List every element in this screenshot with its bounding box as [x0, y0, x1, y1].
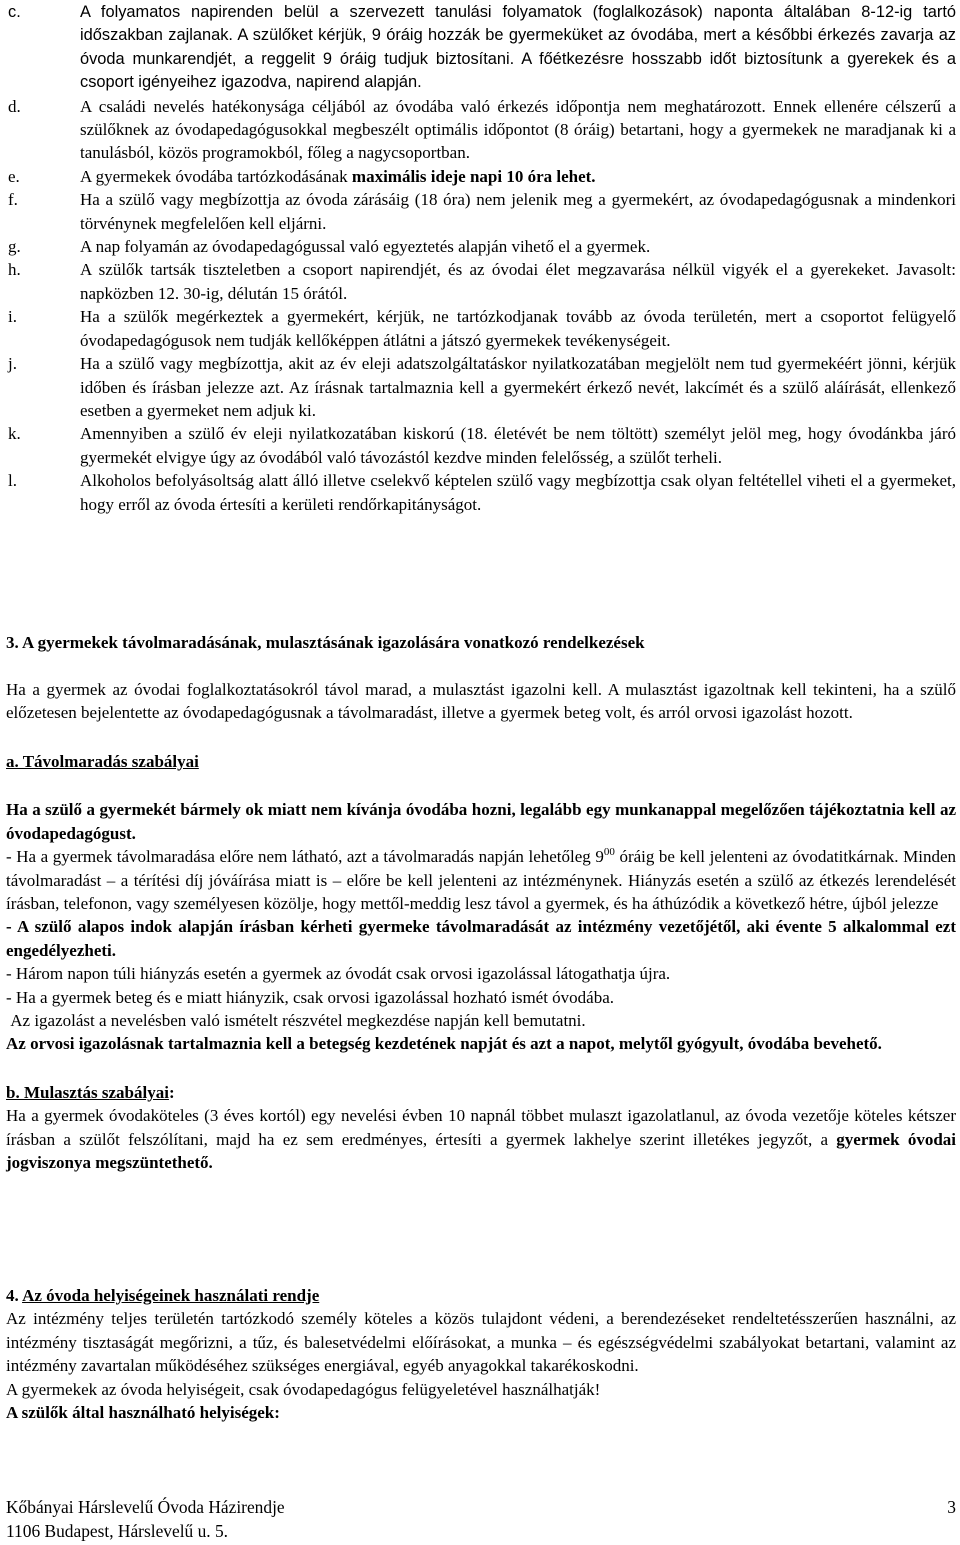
text-run: Alkoholos befolyásoltság alatt álló illetve cselekvő képtelen szülő vagy megbízottja csak olyan feltétellel viheti el a gyermeket, hogy erről az óvoda értesíti a kerületi rendőrkapitányságot. [80, 471, 956, 514]
text-run: A családi nevelés hatékonysága céljából az óvodába való érkezés időpontja nem meghatározott. Ennek ellenére célszerű a szülőknek az óvodapedagógusokkal megbeszélt optimális időpontot (8 óráig) betartani, hogy a gyermekek ne maradjanak ki a tanulásból, közös programokból, főleg a nagycsoportban. [80, 96, 956, 163]
subsection-b-heading: b. Mulasztás szabályai: [6, 1082, 175, 1102]
list-marker: g. [8, 237, 21, 257]
list-marker: l. [8, 471, 17, 491]
list-item [8, 422, 956, 469]
sick-child-rule: - Ha a gyermek beteg és e miatt hiányzik, csak orvosi igazolással hozható ismét óvodába. [6, 987, 615, 1007]
text-run: A nap folyamán az óvodapedagógussal való egyeztetés alapján vihető el a gyermek. [80, 237, 651, 257]
page-footer [6, 1495, 956, 1543]
section-4 [6, 1284, 956, 1424]
list-marker: k. [8, 424, 21, 444]
section-3-intro: Ha a gyermek az óvodai foglalkoztatásokról távol marad, a mulasztást igazolni kell. A mulasztást igazoltnak kell tekinteni, ha a szülő előzetesen bejelentette az óvodapedagógusnak a távolmaradást, illetve a gyermek beteg volt, és arról orvosi igazolást hozott. [6, 679, 956, 723]
premises-usage-rules: Az intézmény teljes területén tartózkodó személy köteles a közös tulajdont védeni, a berendezéseket rendeltetésszerűen használni, az intézmény tisztaságát megőrizni, a tűz, és balesetvédelmi előírásokat, a munka – és egészségvédelmi szabályokat betartani, valamint az intézmény zavartalan működéséhez szükséges energiával, egyéb anyagokkal takarékoskodni. [6, 1309, 956, 1376]
rules-list [8, 1, 956, 516]
section-3 [6, 631, 956, 1174]
list-item-text [80, 1, 956, 95]
page-number: 3 [947, 1497, 956, 1517]
list-item-text [80, 422, 956, 469]
list-marker: d. [8, 96, 21, 116]
list-item-text [80, 188, 956, 235]
list-item-text [80, 258, 956, 305]
text-run: A folyamatos napirenden belül a szervezett tanulási folyamatok (foglalkozások) naponta általában 8-12-ig tartó időszakban zajlanak. A szülőket kérjük, 9 óráig hozzák be gyermeküket az óvodába, mert a későbbi érkezés zavarja az óvoda munkarendjét, a reggelit 9 óráig tudjuk biztosítani. A főétkezésre hosszabb időt biztosítunk a gyerekek és a csoport igényeihez igazodva, napirend alapján. [80, 3, 956, 92]
section-3-heading: 3. A gyermekek távolmaradásának, mulasztásának igazolására vonatkozó rendelkezések [6, 633, 645, 652]
list-item [8, 95, 956, 165]
list-item [8, 469, 956, 516]
list-item-text [80, 469, 956, 516]
list-item [8, 305, 956, 352]
absence-notice-rule: Ha a szülő a gyermekét bármely ok miatt nem kívánja óvodába hozni, legalább egy munkanappal megelőzően tájékoztatnia kell az óvodapedagógust. [6, 800, 956, 843]
list-item-text [80, 305, 956, 352]
text-run: Ha a szülők megérkeztek a gyermekért, kérjük, ne tartózkodjanak tovább az óvoda területén, mert a csoportot felügyelő óvodapedagógusok nem tudják kellőképpen átlátni a játszó gyermekek tevékenységeit. [80, 307, 956, 350]
text-run: maximális ideje napi 10 óra lehet. [351, 166, 596, 186]
three-day-absence-rule: - Három napon túli hiányzás esetén a gyermek az óvodát csak orvosi igazolással látogathatja újra. [6, 964, 671, 984]
list-item [8, 258, 956, 305]
list-item [8, 235, 956, 258]
text-run: Ha a szülő vagy megbízottja az óvoda zárásáig (18 óra) nem jelenik meg a gyermekért, az óvodapedagógusnak a mindenkori törvénynek megfelelően kell eljárni. [80, 190, 956, 233]
list-marker: i. [8, 307, 17, 327]
list-item [8, 188, 956, 235]
parent-usable-rooms-heading: A szülők által használható helyiségek: [6, 1403, 280, 1423]
list-marker: c. [8, 3, 21, 21]
footer-document-title: Kőbányai Hárslevelű Óvoda Házirendje [6, 1497, 285, 1517]
footer-address: 1106 Budapest, Hárslevelű u. 5. [6, 1521, 229, 1541]
supervision-rule: A gyermekek az óvoda helyiségeit, csak óvodapedagógus felügyeletével használhatják! [6, 1379, 601, 1399]
text-run: A szülők tartsák tiszteletben a csoport napirendjét, és az óvodai élet megzavarása nélkül vigyék el a gyerekeket. Javasolt: napközben 12. 30-ig, délután 15 órától. [80, 260, 956, 303]
leave-request-rule: - A szülő alapos indok alapján írásban kérheti gyermeke távolmaradását az intézmény vezetőjétől, aki évente 5 alkalommal ezt engedélyezheti. [6, 917, 956, 960]
unforeseen-absence-rule: - Ha a gyermek távolmaradása előre nem látható, azt a távolmaradás napján lehetőleg $9^{00}$ óráig be kell jelenteni az óvodatitkárnak. Minden távolmaradást – a térítési díj jóváírása miatt is – előre be kell jelenteni az intézménynek. Hiányzás esetén a szülő az étkezés lerendelését írásban, telefonon, vagy személyesen közölje, hogy mettől-meddig lesz távol a gyermek, és ha áthúzódik a következő hétre, újból jelezze [6, 846, 957, 914]
list-marker: f. [8, 190, 18, 210]
list-item-text [80, 165, 956, 188]
list-marker: h. [8, 260, 21, 280]
section-4-heading: 4. Az óvoda helyiségeinek használati rendje [6, 1286, 320, 1305]
text-run: A gyermekek óvodába tartózkodásának [80, 166, 352, 186]
text-run: Amennyiben a szülő év eleji nyilatkozatában kiskorú (18. életévét be nem töltött) személyt jelöl meg, hogy óvodánkba járó gyermekét elvigye úgy az óvodából való távozástól kezdve minden felelősség, a szülőt terheli. [80, 424, 956, 467]
list-item-text [80, 95, 956, 165]
list-item [8, 352, 956, 422]
list-item-text [80, 352, 956, 422]
subsection-a-heading: a. Távolmaradás szabályai [6, 751, 199, 771]
list-marker: j. [8, 354, 17, 374]
list-item [8, 1, 956, 95]
list-item [8, 165, 956, 188]
list-marker: e. [8, 166, 20, 186]
text-run: Ha a szülő vagy megbízottja, akit az év eleji adatszolgáltatáskor nyilatkozatában megjelölt nem tud gyermekéért jönni, kérjük időben és írásban jelezze azt. Az írásnak tartalmaznia kell a gyermekért érkező nevét, lakcímét és a szülő aláírását, ellenkező esetben a gyermeket nem adjuk ki. [80, 354, 956, 420]
certificate-presentation-rule: Az igazolást a nevelésben való ismételt részvétel megkezdése napján kell bemutatni. [6, 1011, 586, 1031]
list-item-text [80, 235, 956, 258]
medical-certificate-content-rule: Az orvosi igazolásnak tartalmaznia kell a betegség kezdetének napját és azt a napot, melytől gyógyult, óvodába bevehető. [6, 1034, 882, 1054]
unexcused-absence-rule: Ha a gyermek óvodaköteles (3 éves kortól) egy nevelési évben 10 napnál többet mulaszt igazolatlanul, az óvoda vezetője köteles kétszer írásban a szülőt felszólítani, majd ha ez sem eredményes, értesíti a gyermek lakhelye szerint illetékes jegyzőt, a gyermek óvodai jogviszonya megszüntethető. [6, 1106, 957, 1173]
